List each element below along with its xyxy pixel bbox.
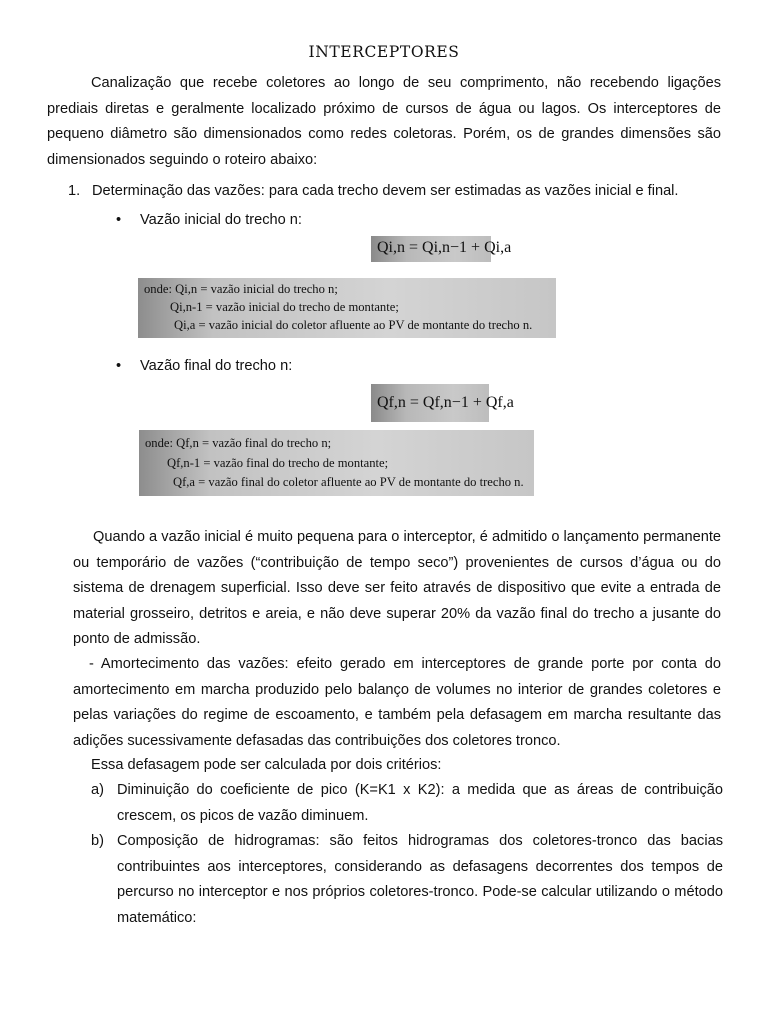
damping-paragraph: - Amortecimento das vazões: efeito gerado em interceptores de grande porte por conta do amortecimento em marcha produzido pelo balanço de volumes no interior de grandes coletores e pelas variações do regime de escoamento, e também pela defasagem em marcha resultante das adições sucessivamente defasadas das contribuições dos coletores tronco. [73,656,721,749]
equation-final-image [371,384,514,422]
intro-paragraph: Canalização que recebe coletores ao longo de seu comprimento, não recebendo ligações prediais diretas e geralmente localizado próximo de cursos de água ou lagos. Os interceptores de pequeno diâmetro são dimensionados como redes coletoras. Porém, os de grandes dimensões são dimensionados seguindo o roteiro abaixo: [47,75,721,168]
criterion-label: a) [91,782,104,798]
dry-weather-paragraph: Quando a vazão inicial é muito pequena para o interceptor, é admitido o lançamento permanente ou temporário de vazões (“contribuição de tempo seco”) provenientes de cursos d’água ou do sistema de drenagem superficial. Isso deve ser feito através de dispositivo que evite a entrada de material grosseiro, detritos e areia, e não deve superar 20% da vazão final do trecho a jusante do ponto de admissão. [73,529,721,647]
criterion-text: Composição de hidrogramas: são feitos hidrogramas dos coletores-tronco das bacias contribuintes aos interceptores, considerando as defasagens decorrentes dos tempos de percurso no interceptor e nos próprios coletores-tronco. Pode-se calcular utilizando o método matemático: [117,833,723,926]
list-number: 1. [68,183,81,199]
legend-line: onde: Qf,n = vazão final do trecho n; [145,436,332,450]
equation-final: Qf,n = Qf,n−1 + Qf,a [377,394,514,411]
bullet-initial-flow [116,212,302,228]
legend-final-image [139,430,534,496]
criterion-label: b) [91,833,104,849]
bullet-icon: • [116,212,122,228]
list-item-1 [68,183,678,199]
legend-line: Qf,a = vazão final do coletor afluente ao PV de montante do trecho n. [173,475,524,489]
legend-line: Qi,a = vazão inicial do coletor afluente ao PV de montante do trecho n. [174,318,533,332]
bullet-text: Vazão inicial do trecho n: [140,212,302,228]
equation-initial: Qi,n = Qi,n−1 + Qi,a [377,239,512,256]
bullet-icon: • [116,358,122,374]
legend-line: onde: Qi,n = vazão inicial do trecho n; [144,282,338,296]
legend-line: Qi,n-1 = vazão inicial do trecho de montante; [170,300,399,314]
bullet-text: Vazão final do trecho n: [140,358,293,374]
criterion-text: Diminuição do coeficiente de pico (K=K1 x K2): a medida que as áreas de contribuição crescem, os picos de vazão diminuem. [117,782,723,824]
legend-initial-image [138,278,556,338]
page-title: INTERCEPTORES [308,43,460,61]
criteria-intro: Essa defasagem pode ser calculada por dois critérios: [91,757,442,773]
legend-line: Qf,n-1 = vazão final do trecho de montante; [167,456,389,470]
equation-initial-image [371,236,512,262]
list-item-text: Determinação das vazões: para cada trecho devem ser estimadas as vazões inicial e final. [92,183,679,199]
bullet-final-flow [116,358,292,374]
